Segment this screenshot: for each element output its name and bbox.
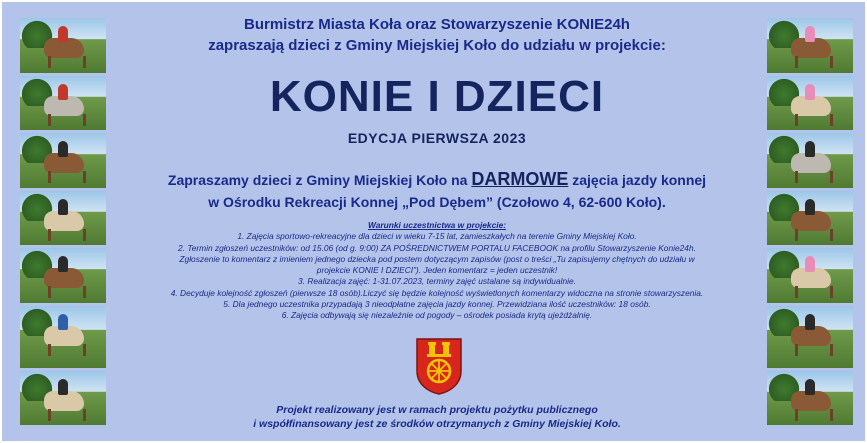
invitation-text-start: Zapraszamy dzieci z Gminy Miejskiej Koło na: [167, 172, 472, 188]
photo-horse-rider: [767, 371, 853, 426]
rule-line: 5. Dla jednego uczestnika przypadają 3 nieodpłatne zajęcia jazdy konnej. Przewidziana ilość uczestników: 18 osób.: [223, 299, 651, 310]
edition-label: EDYCJA PIERWSZA 2023: [347, 130, 527, 146]
photo-horse-rider: [20, 133, 106, 188]
rule-line: projekcie KONIE I DZIECI”). Jeden komentarz = jeden uczestnik!: [316, 265, 558, 276]
rule-line: 3. Realizacja zajęć: 1-31.07.2023, terminy zajęć ustalane są indywidualnie.: [298, 276, 576, 287]
invitation: [112, 168, 762, 213]
photo-horse-rider: [20, 306, 106, 368]
footer-line-2: i współfinansowany jest ze środków otrzymanych z Gminy Miejskiej Koło.: [253, 418, 621, 430]
photo-horse-rider: [20, 76, 106, 131]
invitation-line-2: w Ośrodku Rekreacji Konnej „Pod Dębem” (Czołowo 4, 62-600 Koło).: [208, 194, 666, 210]
rule-line: 2. Termin zgłoszeń uczestników: od 15.06 (od g. 9:00) ZA POŚREDNICTWEM PORTALU FACEBOOK na profilu Stowarzyszenie Konie24h.: [178, 242, 696, 253]
photo-horse-rider: [20, 371, 106, 426]
kolo-coat-of-arms-icon: [415, 337, 463, 395]
photo-horse-rider: [767, 248, 853, 303]
project-title: KONIE I DZIECI: [269, 72, 605, 121]
photo-horse-rider: [767, 133, 853, 188]
photo-horse-rider: [20, 248, 106, 303]
footer-line-1: Projekt realizowany jest w ramach projektu pożytku publicznego: [276, 404, 598, 416]
participation-rules: [112, 220, 762, 322]
organizer-line-1: Burmistrz Miasta Koła oraz Stowarzyszenie KONIE24h: [244, 16, 630, 33]
photo-horse-rider: [20, 18, 106, 73]
invitation-text-end: zajęcia jazdy konnej: [568, 172, 707, 188]
photo-horse-rider: [767, 191, 853, 246]
organizer-line-2: zapraszają dzieci z Gminy Miejskiej Koło do udziału w projekcie:: [208, 37, 666, 54]
left-photo-strip: [20, 18, 106, 428]
rule-line: 4. Decyduje kolejność zgłoszeń (pierwsze 18 osób).Liczyć się będzie kolejność wyświetlonych komentarzy widoczna na stronie stowarzyszenia.: [170, 287, 704, 298]
rule-line: Zgłoszenie to komentarz z imieniem jednego dziecka pod postem dotyczącym zapisów (post o treści „Tu zapisujemy chętnych do udziału w: [179, 253, 695, 264]
photo-horse-rider: [767, 306, 853, 368]
free-highlight: DARMOWE: [471, 169, 569, 189]
project-footer: [112, 403, 762, 431]
organizer-header: [112, 14, 762, 56]
photo-horse-rider: [20, 191, 106, 246]
rule-line: 6. Zajęcia odbywają się niezależnie od pogody – ośrodek posiada krytą ujeżdżalnię.: [281, 310, 593, 321]
invitation-line-1: [112, 168, 762, 191]
photo-horse-rider: [767, 76, 853, 131]
rules-title: Warunki uczestnictwa w projekcie:: [367, 220, 507, 230]
rule-line: 1. Zajęcia sportowo-rekreacyjne dla dzieci w wieku 7-15 lat, zamieszkałych na terenie Gminy Miejskiej Koło.: [237, 231, 637, 242]
photo-horse-rider: [767, 18, 853, 73]
right-photo-strip: [767, 18, 853, 428]
